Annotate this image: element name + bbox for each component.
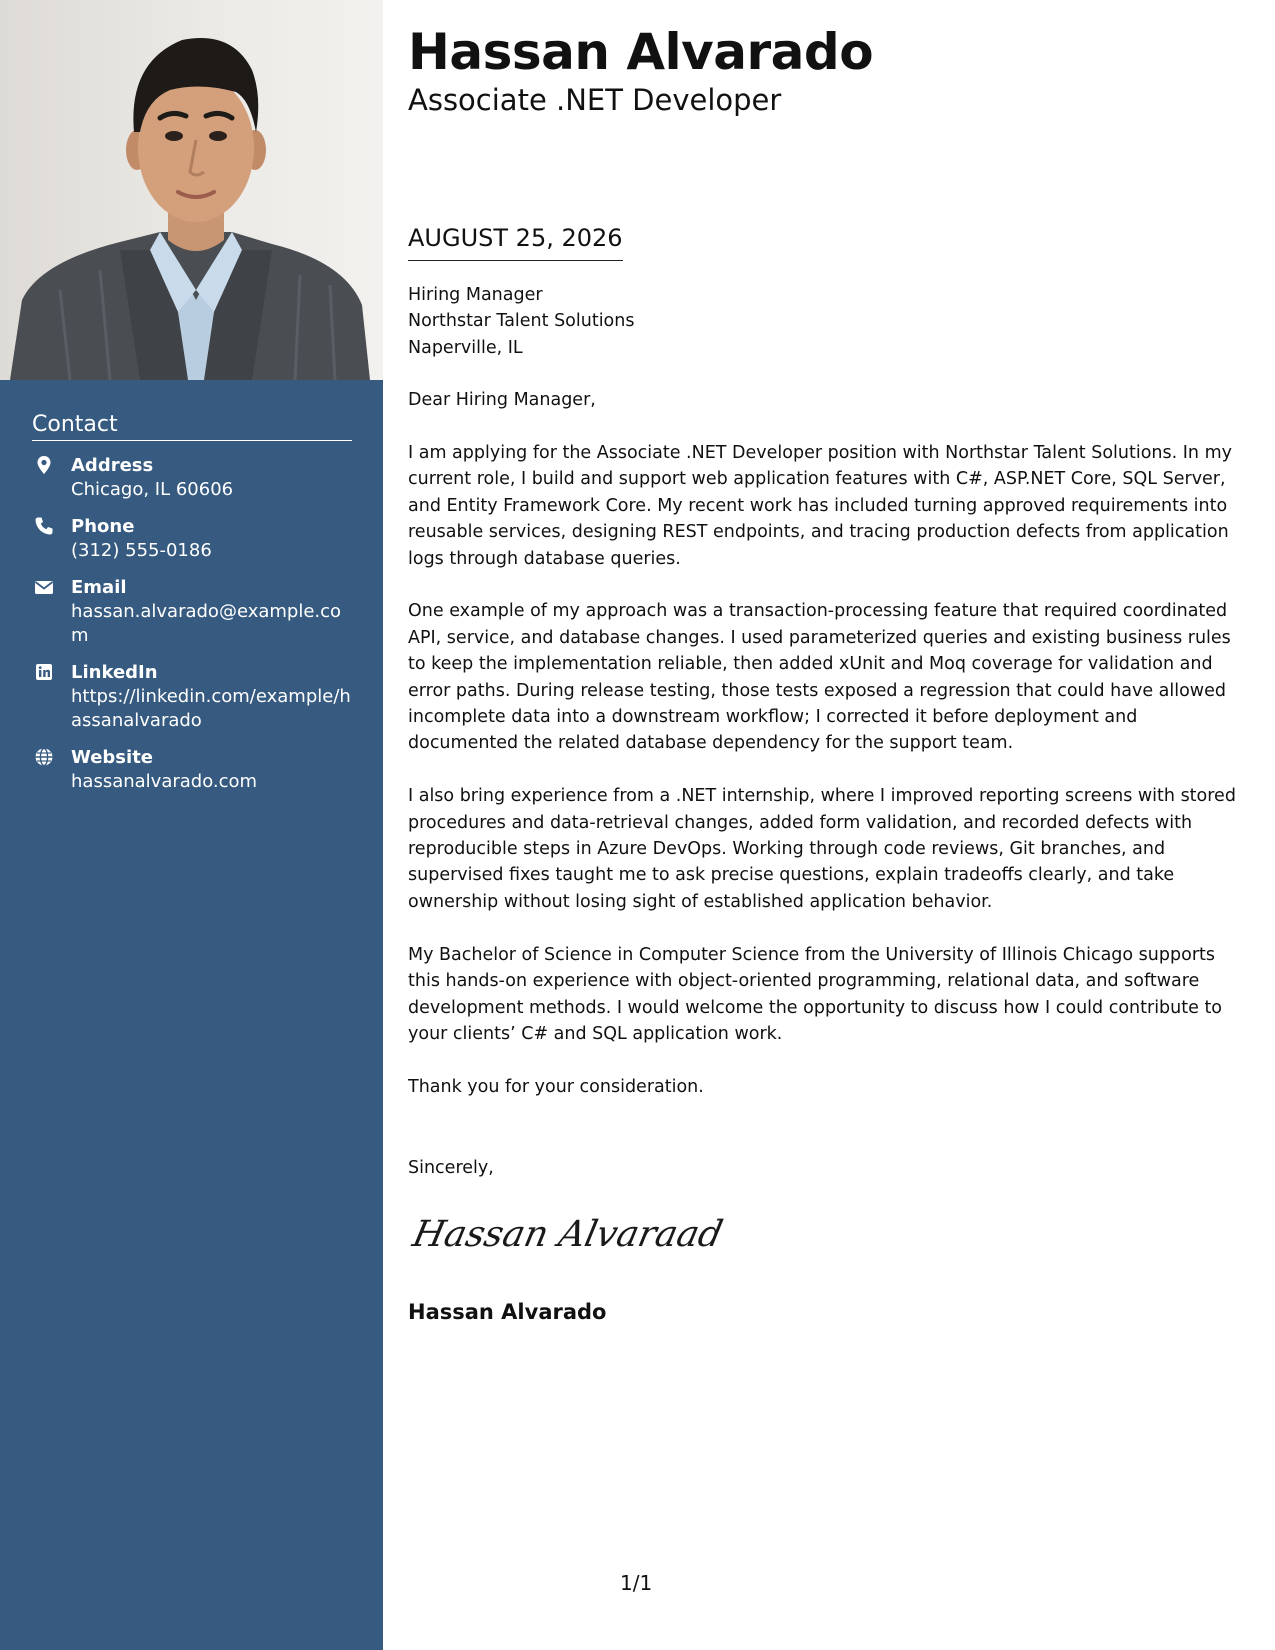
linkedin-label: LinkedIn xyxy=(71,662,158,683)
recipient-block xyxy=(408,282,1250,361)
handwritten-signature: Hassan Alvaraad xyxy=(409,1214,727,1255)
applicant-title: Associate .NET Developer xyxy=(408,83,782,117)
email-value[interactable]: hassan.alvarado@example.com xyxy=(71,601,342,646)
globe-icon xyxy=(34,747,54,767)
contact-section xyxy=(32,412,352,806)
letter-body xyxy=(408,282,1250,1100)
address-value: Chicago, IL 60606 xyxy=(71,479,234,500)
email-label: Email xyxy=(71,577,127,598)
website-value[interactable]: hassanalvarado.com xyxy=(71,771,258,792)
contact-phone xyxy=(32,514,352,563)
profile-photo xyxy=(0,0,383,380)
body-paragraph: I also bring experience from a .NET internship, where I improved reporting screens with stored procedures and data-retrieval changes, added form validation, and recorded defects with reproducible steps in Azure DevOps. Working through code reviews, Git branches, and supervised fixes taught me to ask precise questions, explain tradeoffs clearly, and take ownership without losing sight of established application behavior. xyxy=(408,786,1236,912)
body-paragraph: My Bachelor of Science in Computer Science from the University of Illinois Chicago supports this hands-on experience with object-oriented programming, relational data, and software development methods. I would welcome the opportunity to discuss how I could contribute to your clients’ C# and SQL application work. xyxy=(408,944,1223,1044)
linkedin-value[interactable]: https://linkedin.com/example/hassanalvarado xyxy=(71,686,351,731)
contact-email xyxy=(32,575,352,648)
contact-linkedin xyxy=(32,660,352,733)
contact-website xyxy=(32,745,352,794)
contact-address xyxy=(32,453,352,502)
letter-date: AUGUST 25, 2026 xyxy=(408,222,623,261)
portrait-illustration xyxy=(0,0,383,380)
recipient-line: Hiring Manager xyxy=(408,285,543,305)
page-number: 1/1 xyxy=(620,1571,653,1595)
phone-icon xyxy=(34,516,54,536)
applicant-name: Hassan Alvarado xyxy=(408,23,874,81)
recipient-line: Naperville, IL xyxy=(408,337,523,358)
phone-value: (312) 555-0186 xyxy=(71,540,212,561)
salutation: Dear Hiring Manager, xyxy=(408,390,596,411)
sidebar xyxy=(0,0,383,1650)
thanks-line: Thank you for your consideration. xyxy=(408,1076,704,1097)
recipient-line: Northstar Talent Solutions xyxy=(408,311,635,332)
signed-name: Hassan Alvarado xyxy=(408,1300,607,1324)
linkedin-icon xyxy=(34,662,54,682)
address-label: Address xyxy=(71,455,154,476)
body-paragraph: I am applying for the Associate .NET Developer position with Northstar Talent Solutions. In my current role, I build and support web application features with C#, ASP.NET Core, SQL Server, and Entity Framework Core. My recent work has included turning approved requirements into reusable services, designing REST endpoints, and tracing production defects from application logs through database queries. xyxy=(408,443,1232,569)
envelope-icon xyxy=(34,577,54,597)
phone-label: Phone xyxy=(71,516,135,537)
body-paragraph: One example of my approach was a transaction-processing feature that required coordinated API, service, and database changes. I used parameterized queries and existing business rules to keep the implementation reliable, then added xUnit and Moq coverage for validation and error paths. During release testing, those tests exposed a regression that could have allowed incomplete data into a downstream workflow; I corrected it before deployment and documented the related database dependency for the support team. xyxy=(408,601,1231,754)
website-label: Website xyxy=(71,747,154,768)
map-pin-icon xyxy=(34,455,54,475)
contact-heading: Contact xyxy=(32,412,352,441)
closing: Sincerely, xyxy=(408,1158,494,1178)
